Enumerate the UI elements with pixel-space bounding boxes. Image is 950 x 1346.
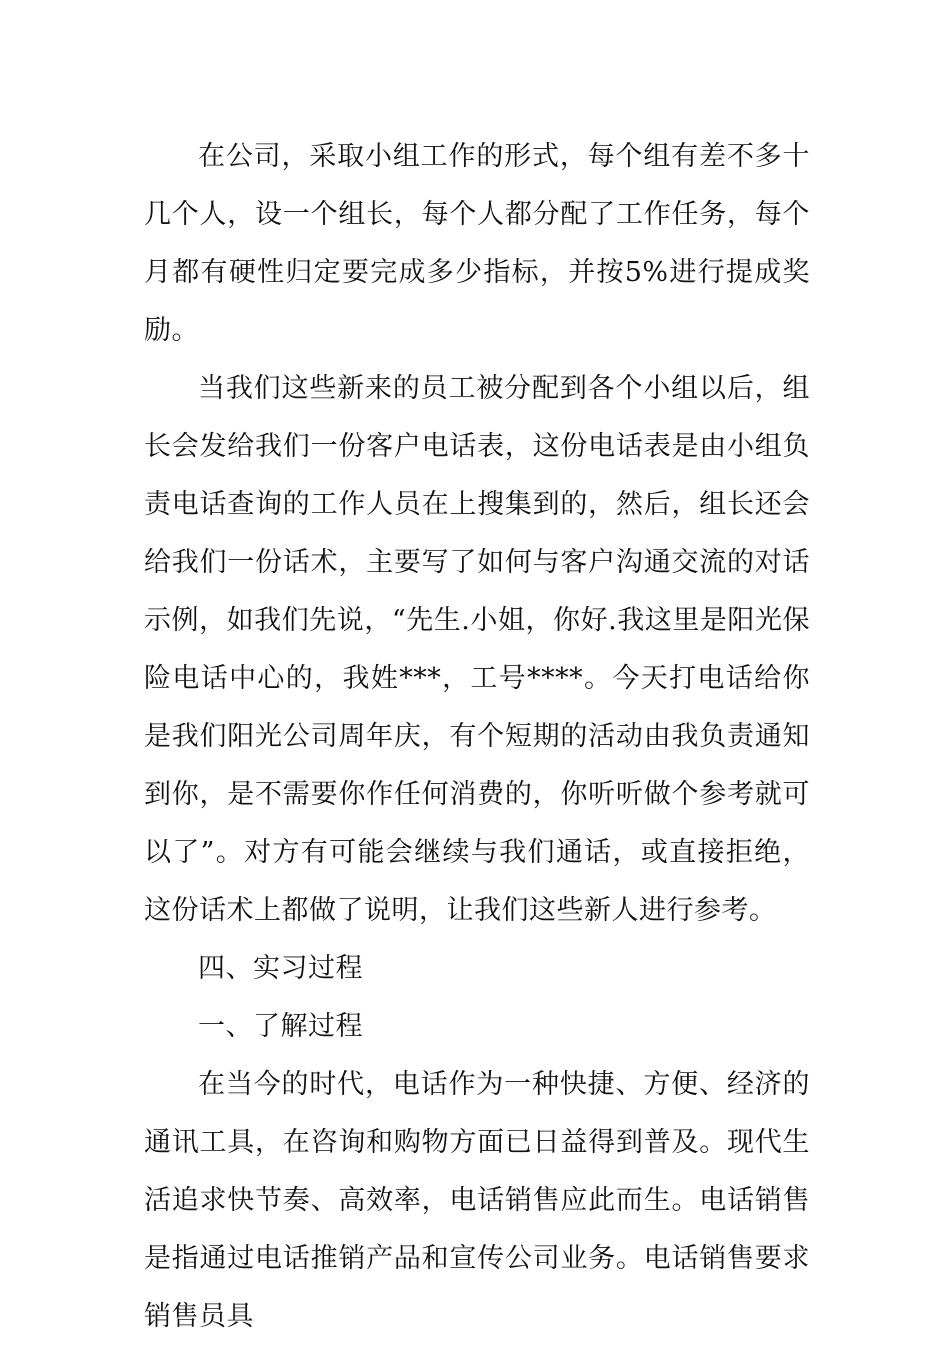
paragraph-group-work: 在公司，采取小组工作的形式，每个组有差不多十几个人，设一个组长，每个人都分配了工作任务，每个月都有硬性归定要完成多少指标，并按5%进行提成奖励。 xyxy=(144,141,810,346)
paragraph-telemarketing: 在当今的时代，电话作为一种快捷、方便、经济的通讯工具，在咨询和购物方面已日益得到普及。现代生活追求快节奏、高效率，电话销售应此而生。电话销售是指通过电话推销产品和宣传公司业务。电话销售要求销售员具 xyxy=(144,1069,810,1332)
paragraph-phone-script: 当我们这些新来的员工被分配到各个小组以后，组长会发给我们一份客户电话表，这份电话表是由小组负责电话查询的工作人员在上搜集到的，然后，组长还会给我们一份话术，主要写了如何与客户沟通交流的对话示例，如我们先说，“先生.小姐，你好.我这里是阳光保险电话中心的，我姓***，工号****。今天打电话给你是我们阳光公司周年庆，有个短期的活动由我负责通知到你，是不需要你作任何消费的，你听听做个参考就可以了”。对方有可能会继续与我们通话，或直接拒绝，这份话术上都做了说明，让我们这些新人进行参考。 xyxy=(144,373,810,926)
section-heading: 四、实习过程 xyxy=(198,953,363,984)
subsection-heading: 一、了解过程 xyxy=(198,1011,363,1042)
document-body xyxy=(144,128,810,1346)
